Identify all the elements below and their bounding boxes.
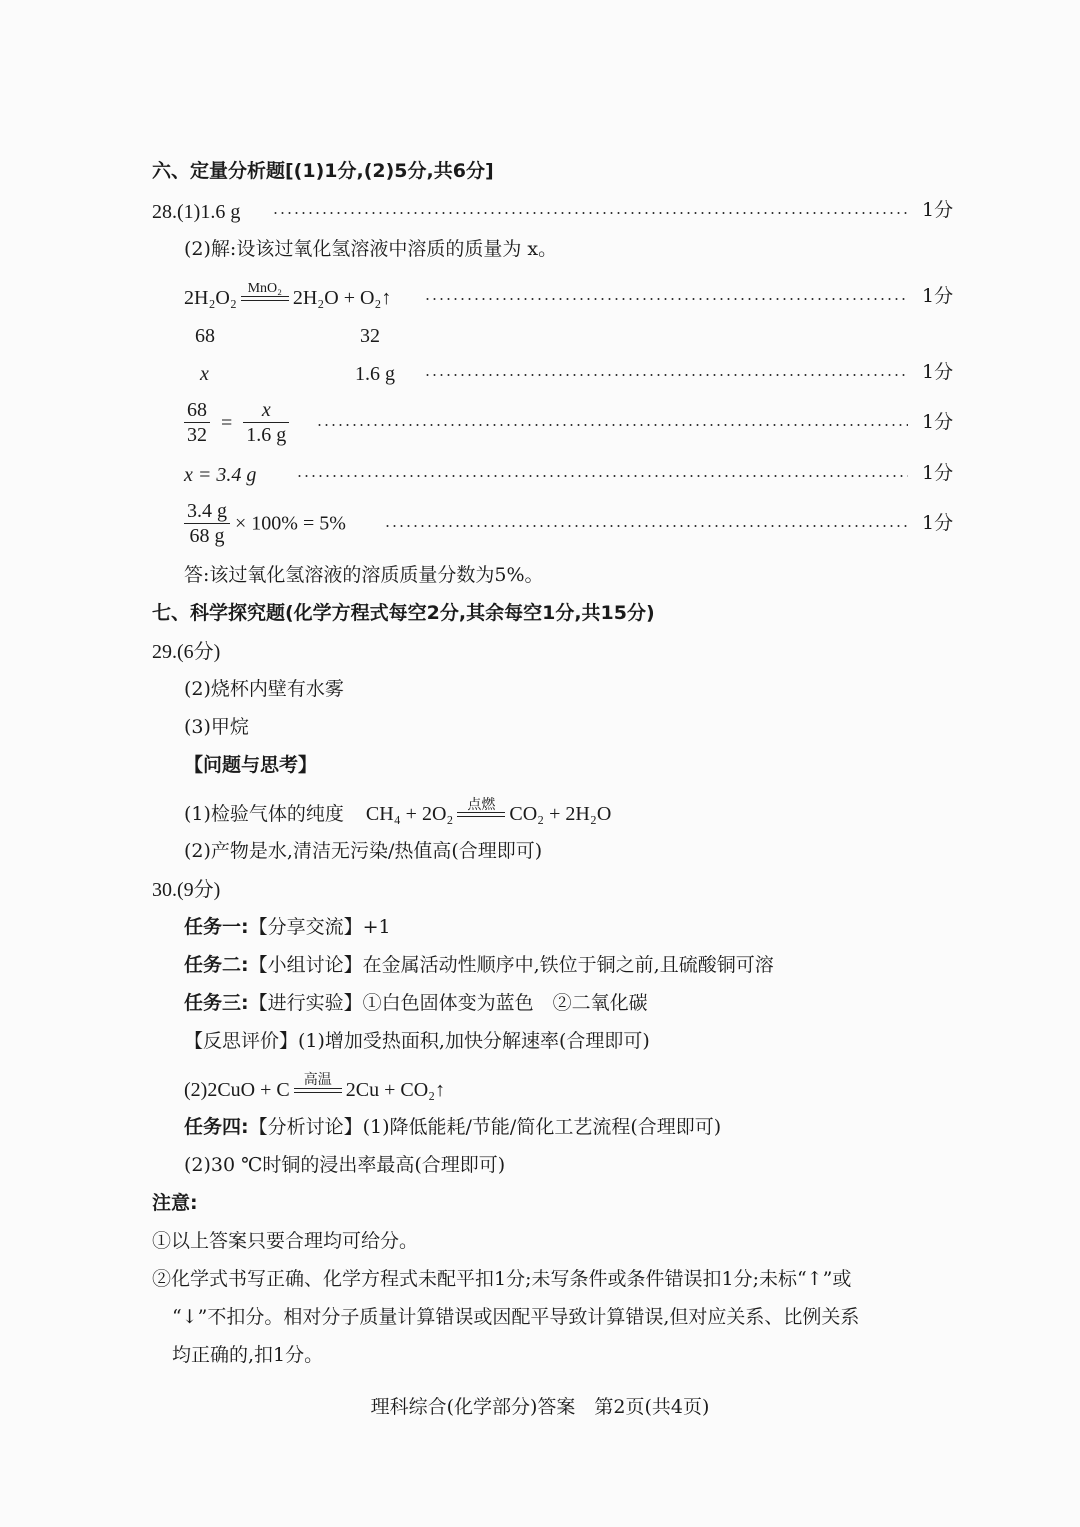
proportion-equation: $\frac{68}{32}$ = $\frac{x}{1.6 g}$ bbox=[184, 398, 289, 447]
note-2-line-1: ②化学式书写正确、化学方程式未配平扣1分;未写条件或条件错误扣1分;未标“↑”或 bbox=[152, 1268, 852, 1290]
score: 1分 bbox=[922, 199, 954, 221]
unknown-mass: x bbox=[200, 363, 209, 385]
section-6-title: 六、定量分析题[(1)1分,(2)5分,共6分] bbox=[152, 160, 494, 182]
dot-leader bbox=[272, 212, 908, 214]
think-heading: 【问题与思考】 bbox=[184, 754, 318, 776]
q28-part1: 28.(1)1.6 g bbox=[152, 201, 241, 223]
score: 1分 bbox=[922, 361, 954, 383]
task-1: 任务一:【分享交流】+1 bbox=[184, 916, 391, 938]
dot-leader bbox=[296, 475, 908, 477]
task-4-part-2: (2)30 ℃时铜的浸出率最高(合理即可) bbox=[184, 1154, 506, 1176]
score: 1分 bbox=[922, 512, 954, 534]
task-4: 任务四:【分析讨论】(1)降低能耗/节能/简化工艺流程(合理即可) bbox=[184, 1116, 722, 1138]
note-1: ①以上答案只要合理均可给分。 bbox=[152, 1230, 419, 1252]
q29-answer-2: (2)烧杯内壁有水雾 bbox=[184, 678, 344, 700]
note-2-line-2: “↓”不扣分。相对分子质量计算错误或因配平导致计算错误,但对应关系、比例关系 bbox=[172, 1306, 860, 1328]
notes-title: 注意: bbox=[152, 1192, 198, 1214]
equation-products: CO₂ + 2H₂O bbox=[509, 803, 612, 825]
q29-answer-3: (3)甲烷 bbox=[184, 716, 249, 738]
fraction: $\frac{68}{32}$ bbox=[184, 398, 210, 447]
q28-solution-intro: (2)解:设该过氧化氢溶液中溶质的质量为 x。 bbox=[184, 238, 558, 260]
percentage-calculation: $\frac{3.4 g}{68 g}$ × 100% = 5% bbox=[184, 499, 346, 548]
reaction-catalyst: MnO₂ bbox=[247, 281, 283, 296]
section-7-title: 七、科学探究题(化学方程式每空2分,其余每空1分,共15分) bbox=[152, 602, 655, 624]
molar-mass-o2: 32 bbox=[360, 325, 380, 347]
q30-label: 30.(9分) bbox=[152, 879, 221, 901]
think-answer-2: (2)产物是水,清洁无污染/热值高(合理即可) bbox=[184, 840, 543, 862]
dot-leader bbox=[424, 374, 908, 376]
dot-leader bbox=[316, 424, 908, 426]
score: 1分 bbox=[922, 285, 954, 307]
score: 1分 bbox=[922, 411, 954, 433]
score: 1分 bbox=[922, 462, 954, 484]
x-value: x = 3.4 g bbox=[184, 464, 257, 486]
note-2-line-3: 均正确的,扣1分。 bbox=[172, 1344, 324, 1366]
equation-reactants: CH₄ + 2O₂ bbox=[365, 803, 454, 825]
equation-products: 2Cu + CO₂↑ bbox=[345, 1079, 446, 1101]
dot-leader bbox=[384, 525, 908, 527]
reaction-condition: 高温 bbox=[303, 1073, 332, 1088]
dot-leader bbox=[424, 298, 908, 300]
reaction-condition: 点燃 bbox=[467, 797, 496, 813]
fraction: $\frac{x}{1.6 g}$ bbox=[243, 398, 289, 447]
equation-products: 2H₂O + O₂↑ bbox=[292, 287, 392, 309]
q29-label: 29.(6分) bbox=[152, 641, 221, 663]
oxygen-mass: 1.6 g bbox=[355, 363, 395, 385]
reaction-equation-2 bbox=[184, 1073, 446, 1101]
page-footer: 理科综合(化学部分)答案 第2页(共4页) bbox=[370, 1396, 710, 1418]
fraction: $\frac{3.4 g}{68 g}$ bbox=[184, 499, 230, 548]
reflection: 【反思评价】(1)增加受热面积,加快分解速率(合理即可) bbox=[184, 1030, 650, 1052]
molar-mass-h2o2: 68 bbox=[195, 325, 215, 347]
equation-reactants: 2H₂O₂ bbox=[184, 287, 237, 309]
equation-reactants: (2)2CuO + C bbox=[184, 1079, 290, 1101]
task-3: 任务三:【进行实验】①白色固体变为蓝色 ②二氧化碳 bbox=[184, 992, 648, 1014]
think-answer-1: (1)检验气体的纯度 CH₄ + 2O₂ 点燃 CO₂ + 2H₂O bbox=[184, 797, 612, 825]
q28-answer: 答:该过氧化氢溶液的溶质质量分数为5%。 bbox=[184, 564, 544, 586]
reaction-equation bbox=[184, 281, 392, 309]
task-2: 任务二:【小组讨论】在金属活动性顺序中,铁位于铜之前,且硫酸铜可溶 bbox=[184, 954, 774, 976]
